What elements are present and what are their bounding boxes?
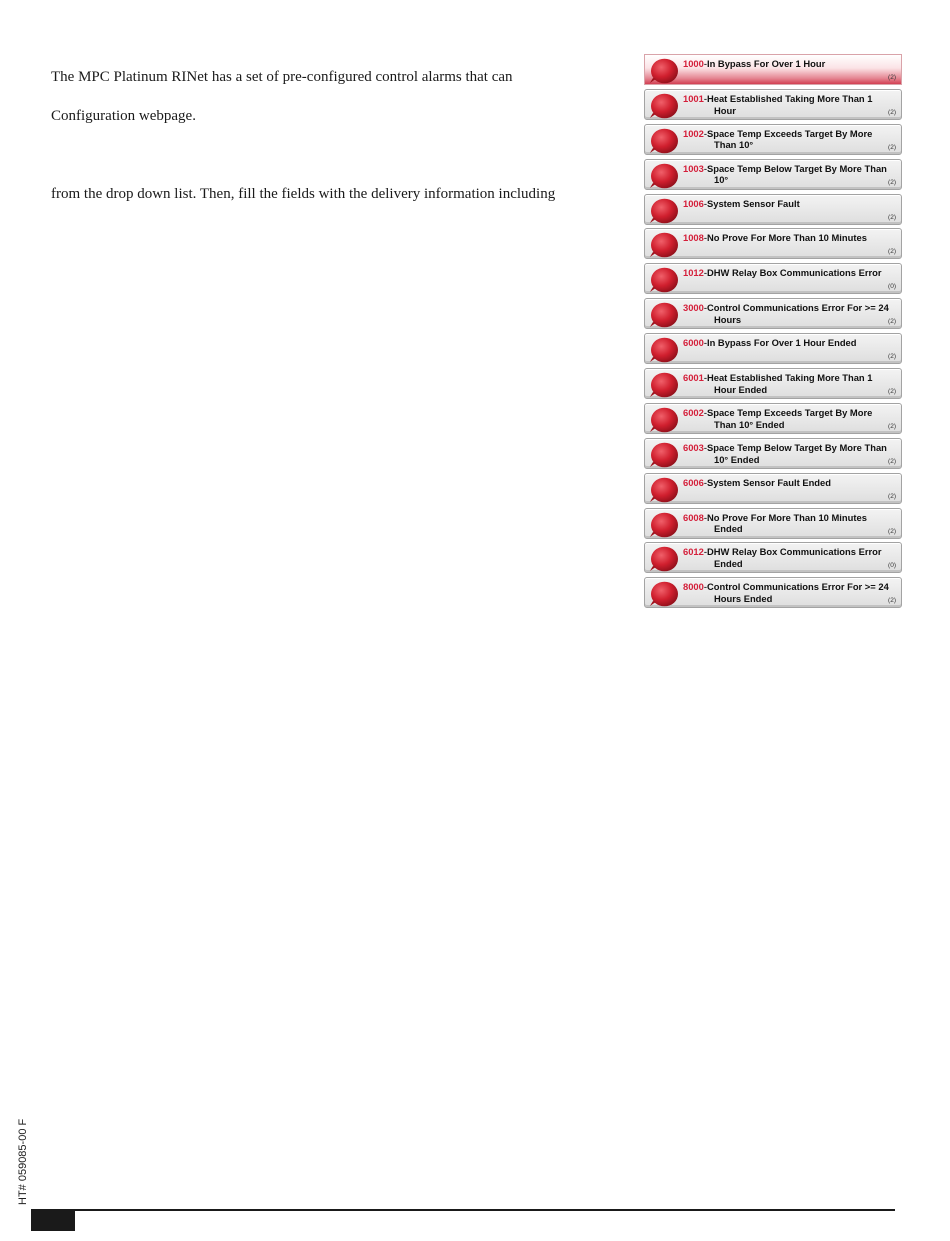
red-alarm-ball-icon [650, 337, 679, 363]
alarm-item[interactable] [644, 89, 902, 120]
alarm-description: No Prove For More Than 10 Minutes [706, 232, 867, 244]
body-paragraph: Configuration webpage. [51, 108, 196, 124]
alarm-item[interactable] [644, 473, 902, 504]
alarm-item[interactable] [644, 228, 902, 259]
alarm-description-continued: Ended [714, 558, 743, 570]
alarm-text [683, 93, 898, 116]
body-paragraph: The MPC Platinum RINet has a set of pre-configured control alarms that can [51, 69, 513, 85]
alarm-description: Space Temp Exceeds Target By More [706, 406, 873, 418]
alarm-text [683, 302, 898, 325]
alarm-code: 6001 [683, 372, 704, 384]
alarm-count: (0) [888, 283, 896, 291]
alarm-count: (2) [888, 353, 896, 361]
alarm-separator: - [703, 441, 707, 453]
alarm-code: 1001 [683, 92, 704, 104]
red-alarm-ball-icon [650, 546, 679, 572]
alarm-text [683, 581, 898, 604]
alarm-code: 6000 [683, 337, 704, 349]
alarm-item[interactable] [644, 403, 902, 434]
alarm-text [683, 407, 898, 430]
alarm-text [683, 512, 898, 535]
alarm-count: (2) [888, 178, 896, 186]
alarm-text [683, 58, 898, 70]
alarm-code: 6003 [683, 441, 704, 453]
alarm-description: Control Communications Error For >= 24 [706, 302, 889, 314]
alarm-description-continued: Hour [714, 104, 736, 116]
alarm-count: (0) [888, 562, 896, 570]
document-code: HT# 059085-00 F [17, 1118, 29, 1205]
red-alarm-ball-icon [650, 163, 679, 189]
alarm-description: Heat Established Taking More Than 1 [706, 92, 873, 104]
alarm-separator: - [703, 406, 707, 418]
alarm-description-continued: Hours Ended [714, 593, 773, 605]
red-alarm-ball-icon [650, 302, 679, 328]
alarm-text [683, 232, 898, 244]
alarm-description-continued: Than 10° [714, 139, 754, 151]
alarm-code: 1006 [683, 197, 704, 209]
control-alarm-list [644, 54, 902, 612]
alarm-description-continued: 10° [714, 174, 729, 186]
alarm-separator: - [703, 197, 707, 209]
alarm-count: (2) [888, 108, 896, 116]
alarm-separator: - [703, 302, 707, 314]
alarm-count: (2) [888, 213, 896, 221]
page-number-tab [31, 1211, 75, 1231]
alarm-description: Heat Established Taking More Than 1 [706, 372, 873, 384]
red-alarm-ball-icon [650, 267, 679, 293]
alarm-separator: - [703, 337, 707, 349]
alarm-count: (2) [888, 457, 896, 465]
alarm-item[interactable] [644, 438, 902, 469]
alarm-separator: - [703, 58, 707, 69]
alarm-description-continued: Than 10° Ended [714, 418, 785, 430]
body-paragraph: from the drop down list. Then, fill the fields with the delivery information including [51, 186, 556, 202]
red-alarm-ball-icon [650, 407, 679, 433]
alarm-code: 1012 [683, 267, 704, 279]
alarm-code: 8000 [683, 581, 704, 593]
red-alarm-ball-icon [650, 372, 679, 398]
alarm-text [683, 442, 898, 465]
alarm-count: (2) [888, 597, 896, 605]
alarm-count: (2) [888, 492, 896, 500]
alarm-description: Control Communications Error For >= 24 [706, 581, 889, 593]
alarm-item[interactable] [644, 54, 902, 85]
alarm-description-continued: 10° Ended [714, 453, 760, 465]
alarm-code: 6012 [683, 546, 704, 558]
footer-rule [31, 1209, 895, 1211]
alarm-text [683, 128, 898, 151]
alarm-separator: - [703, 581, 707, 593]
red-alarm-ball-icon [650, 198, 679, 224]
alarm-separator: - [703, 162, 707, 174]
alarm-text [683, 267, 898, 279]
alarm-description: Space Temp Exceeds Target By More [706, 127, 873, 139]
alarm-count: (2) [888, 248, 896, 256]
alarm-description: Space Temp Below Target By More Than [706, 441, 887, 453]
alarm-item[interactable] [644, 508, 902, 539]
alarm-code: 6006 [683, 476, 704, 488]
red-alarm-ball-icon [650, 442, 679, 468]
alarm-text [683, 337, 898, 349]
alarm-separator: - [703, 546, 707, 558]
alarm-description: In Bypass For Over 1 Hour Ended [706, 337, 857, 349]
alarm-item[interactable] [644, 577, 902, 608]
alarm-code: 3000 [683, 302, 704, 314]
alarm-description: DHW Relay Box Communications Error [706, 546, 882, 558]
alarm-text [683, 198, 898, 210]
alarm-description: System Sensor Fault Ended [706, 476, 831, 488]
alarm-count: (2) [888, 527, 896, 535]
alarm-count: (2) [888, 143, 896, 151]
alarm-separator: - [703, 232, 707, 244]
alarm-text [683, 163, 898, 186]
alarm-separator: - [703, 92, 707, 104]
red-alarm-ball-icon [650, 512, 679, 538]
alarm-code: 1000 [683, 58, 704, 69]
alarm-count: (2) [888, 318, 896, 326]
alarm-description-continued: Hours [714, 313, 742, 325]
alarm-count: (2) [888, 74, 896, 81]
alarm-description: In Bypass For Over 1 Hour [706, 58, 826, 69]
alarm-item[interactable] [644, 124, 902, 155]
alarm-item[interactable] [644, 542, 902, 573]
alarm-description: No Prove For More Than 10 Minutes [706, 511, 867, 523]
alarm-code: 6008 [683, 511, 704, 523]
alarm-separator: - [703, 476, 707, 488]
alarm-description: Space Temp Below Target By More Than [706, 162, 887, 174]
alarm-item[interactable] [644, 194, 902, 225]
alarm-text [683, 477, 898, 489]
alarm-separator: - [703, 267, 707, 279]
alarm-code: 1003 [683, 162, 704, 174]
red-alarm-ball-icon [650, 477, 679, 503]
alarm-description: System Sensor Fault [706, 197, 800, 209]
alarm-code: 6002 [683, 406, 704, 418]
alarm-description: DHW Relay Box Communications Error [706, 267, 882, 279]
red-alarm-ball-icon [650, 93, 679, 119]
alarm-item[interactable] [644, 298, 902, 329]
alarm-separator: - [703, 127, 707, 139]
alarm-separator: - [703, 372, 707, 384]
alarm-description-continued: Hour Ended [714, 383, 768, 395]
alarm-text [683, 546, 898, 569]
alarm-separator: - [703, 511, 707, 523]
alarm-item[interactable] [644, 263, 902, 294]
alarm-code: 1008 [683, 232, 704, 244]
red-alarm-ball-icon [650, 58, 679, 84]
alarm-item[interactable] [644, 159, 902, 190]
alarm-item[interactable] [644, 333, 902, 364]
red-alarm-ball-icon [650, 232, 679, 258]
red-alarm-ball-icon [650, 128, 679, 154]
red-alarm-ball-icon [650, 581, 679, 607]
alarm-description-continued: Ended [714, 523, 743, 535]
alarm-count: (2) [888, 388, 896, 396]
alarm-code: 1002 [683, 127, 704, 139]
alarm-item[interactable] [644, 368, 902, 399]
alarm-count: (2) [888, 422, 896, 430]
alarm-text [683, 372, 898, 395]
